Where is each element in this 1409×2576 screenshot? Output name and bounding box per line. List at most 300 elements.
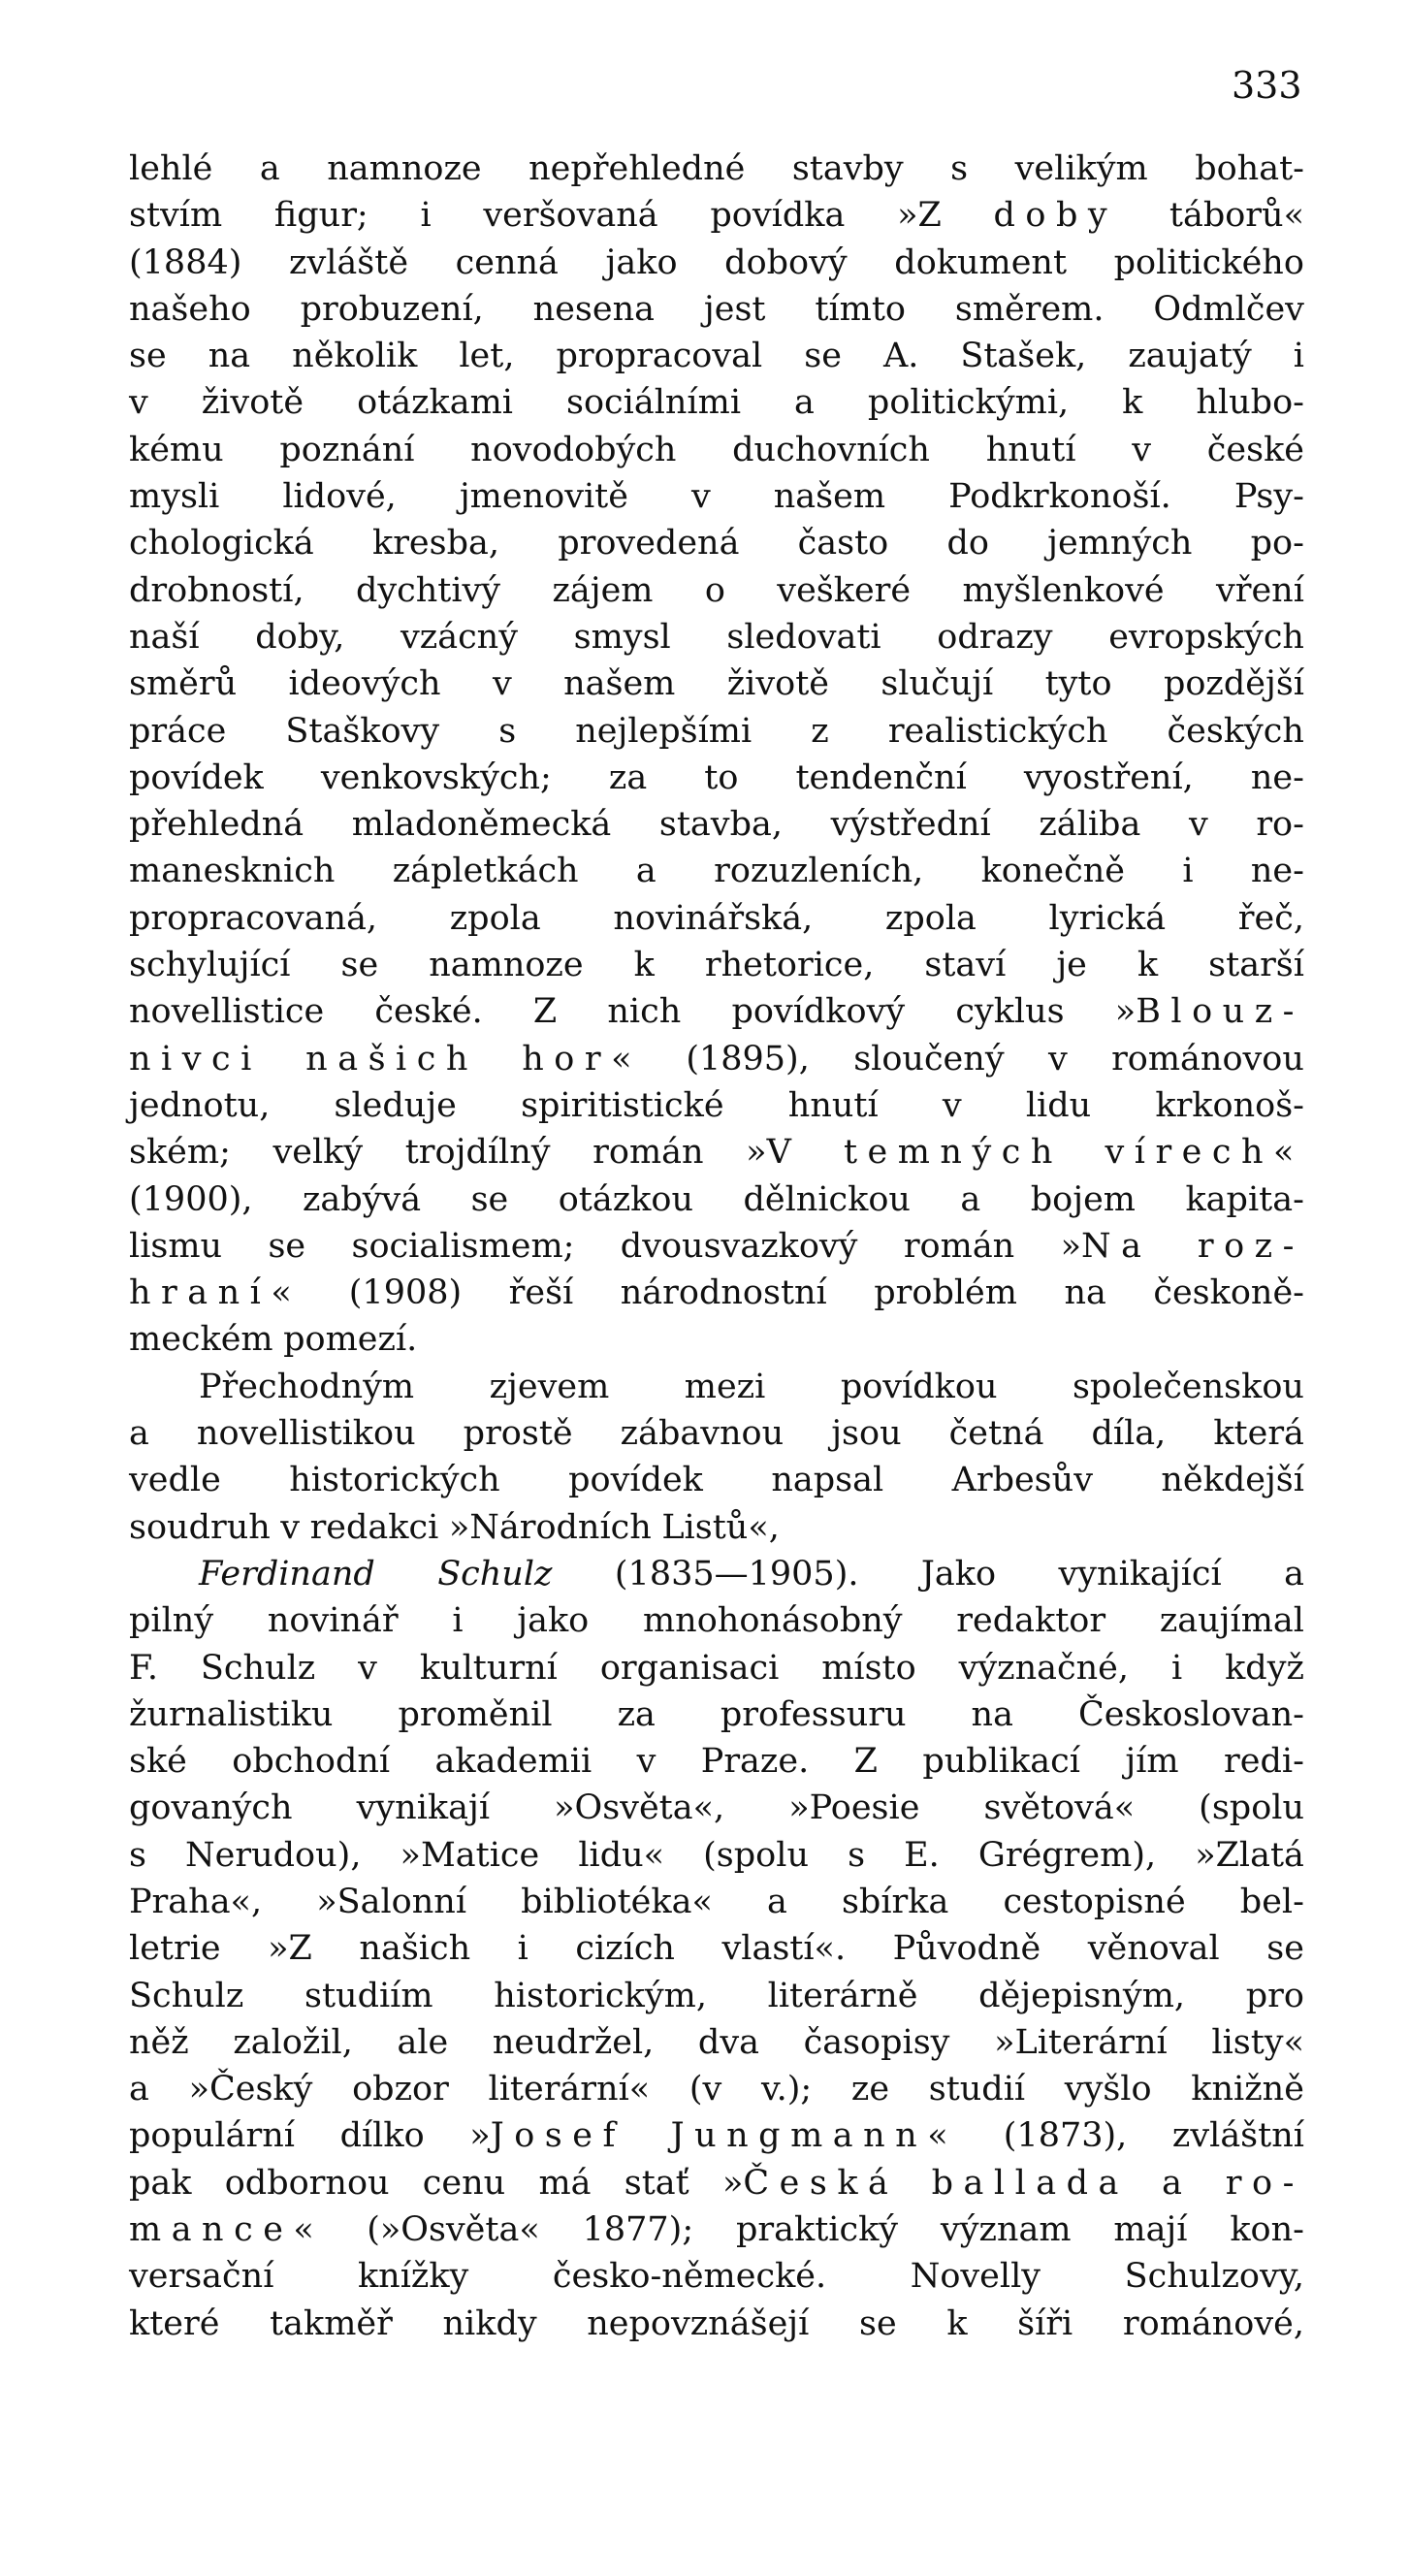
word: založil, [233,2022,353,2062]
word: novodobých [470,430,677,469]
word: problém [874,1273,1017,1313]
word: kulturní [419,1648,558,1688]
word: s [950,149,969,188]
word: Českoslovan- [1077,1694,1304,1734]
word: význačné, [958,1648,1130,1688]
word: doby, [255,617,345,657]
word: románové, [1122,2303,1304,2343]
word: bibliotéka« [521,1882,713,1921]
word: se [268,1226,306,1266]
word: nesena [532,289,655,329]
word: namnoze [327,149,482,188]
word: sloučený [853,1039,1005,1079]
word: nepřehledné [528,149,746,188]
word: krkonoš- [1155,1085,1304,1125]
word: Listů«, [661,1507,780,1547]
word: historickým, [494,1976,707,2015]
word: Z [853,1742,878,1782]
word: řeší [508,1273,574,1313]
text-line [129,1645,1304,1691]
text-line [129,520,1304,566]
word: stvím [129,196,223,236]
word: staví [924,946,1007,985]
word: román [592,1133,704,1173]
word: význam [940,2210,1072,2250]
word: »V [746,1133,802,1173]
word: zvláště [289,242,409,282]
word: lismu [129,1226,223,1266]
word: Původně [892,1929,1041,1969]
word: Ferdinand [199,1554,375,1594]
word: kresba, [371,524,499,564]
text-line [129,333,1304,379]
word: románovou [1111,1039,1304,1079]
word: mladoněmecká [351,805,612,845]
word: cestopisné [1003,1882,1186,1921]
word: a [1162,2163,1193,2203]
word: Nerudou), [185,1835,362,1875]
word: bel- [1239,1882,1304,1921]
word: našich [305,1039,478,1079]
word: »Poesie [788,1788,920,1828]
word: se [470,1179,509,1219]
word: chologická [129,524,314,564]
word: nich [607,992,682,1032]
word: povídek [129,757,264,797]
word: slučují [881,664,994,704]
word: konečně [980,852,1125,891]
word: velký [272,1133,364,1173]
word: četná [948,1414,1044,1454]
word: »Osvěta«, [554,1788,725,1828]
word: dychtivý [355,570,501,610]
text-line [129,192,1304,239]
word: poznání [279,430,415,469]
word: pozdější [1163,664,1304,704]
word: figur; [273,196,368,236]
word: sleduje [334,1085,457,1125]
text-line [129,942,1304,988]
word: »Salonní [316,1882,467,1921]
word: na [971,1694,1013,1734]
word: vyostření, [1023,757,1194,797]
word: na [208,337,251,376]
body-text [129,145,1304,2347]
word: jsou [831,1414,902,1454]
word: našich [359,1929,471,1969]
text-line [129,2301,1304,2347]
word: dějepisným, [978,1976,1186,2015]
word: Odmlčev [1153,289,1304,329]
text-line [129,1738,1304,1785]
word: v [280,1507,301,1547]
word: kon- [1230,2210,1304,2250]
word: Stašek, [960,337,1087,376]
text-line [129,1082,1304,1129]
word: ne- [1250,852,1304,891]
word: redaktor [956,1601,1106,1641]
word: (spolu [703,1835,809,1875]
word: Schulz [200,1648,316,1688]
word: »Literární [994,2022,1168,2062]
word: let, [459,337,515,376]
word: Grégrem), [977,1835,1157,1875]
word: Z [532,992,558,1032]
word: sbírka [841,1882,949,1921]
word: ale [397,2022,449,2062]
text-line [129,1785,1304,1831]
word: spiritistické [521,1085,724,1125]
text-line [129,1176,1304,1223]
word: dělnickou [743,1179,911,1219]
word: v [690,477,711,517]
word: velikým [1014,149,1148,188]
text-line [129,2160,1304,2206]
word: stavba, [658,805,783,845]
word: prostě [463,1414,573,1454]
word: zpola [884,898,977,938]
word: (1873), [1003,2116,1128,2156]
word: dokument [894,242,1068,282]
word: »Česká [721,2163,899,2203]
word: jako [517,1601,590,1641]
text-line [129,240,1304,286]
word: professuru [720,1694,907,1734]
word: které [129,2303,220,2343]
word: nikdy [442,2303,537,2343]
text-line [129,1364,1304,1410]
word: v [1188,805,1208,845]
word: je [1056,946,1087,985]
word: vynikající [1058,1554,1222,1594]
word: knižně [1191,2070,1304,2109]
word: cyklus [955,992,1065,1032]
word: ballada [931,2163,1129,2203]
word: do [946,524,989,564]
word: zabývá [302,1179,422,1219]
word: vlastí«. [721,1929,847,1969]
word: a [766,1882,787,1921]
word: jednotu, [129,1085,271,1125]
word: publikací [922,1742,1080,1782]
word: něž [129,2022,189,2062]
word: společenskou [1072,1367,1304,1406]
text-line [129,1832,1304,1879]
word: českých [1167,711,1304,751]
word: mají [1113,2210,1188,2250]
word: realistických [887,711,1108,751]
word: která [1213,1414,1304,1454]
word: mysli [129,477,220,517]
word: pomezí. [283,1320,418,1360]
word: i [1170,1648,1183,1688]
word: místo [821,1648,916,1688]
word: šíři [1017,2303,1073,2343]
word: směrů [129,664,238,704]
word: vzácný [400,617,518,657]
word: výstřední [830,805,991,845]
word: »Zlatá [1195,1835,1304,1875]
word: životě [726,664,829,704]
word: za [617,1694,656,1734]
word: smysl [573,617,671,657]
word: odbornou [224,2163,390,2203]
word: k [946,2303,968,2343]
word: světová« [983,1788,1136,1828]
word: sledovati [726,617,881,657]
word: letrie [129,1929,221,1969]
word: vynikají [356,1788,491,1828]
word: záliba [1039,805,1141,845]
word: (1895), [686,1039,810,1079]
word: v [492,664,512,704]
word: »Český [188,2070,313,2109]
word: stať [624,2163,689,2203]
word: novellistikou [196,1414,416,1454]
word: Schulzovy, [1124,2257,1304,2297]
word: věnoval [1087,1929,1220,1969]
word: (v [688,2070,722,2109]
text-line [129,1410,1304,1457]
word: lehlé [129,149,213,188]
text-line [129,2112,1304,2159]
word: manesknich [129,852,336,891]
word: propracovaná, [129,898,378,938]
word: A. [882,337,919,376]
word: roz- [1197,1226,1304,1266]
word: govaných [129,1788,293,1828]
word: studiím [304,1976,433,2015]
text-line [129,660,1304,707]
word: cizích [575,1929,675,1969]
word: Praha«, [129,1882,263,1921]
word: ro- [1256,805,1304,845]
word: Přechodným [199,1367,415,1406]
word: stavby [791,149,904,188]
word: Schulz [129,1976,244,2015]
word: (spolu [1199,1788,1304,1828]
paragraph [129,1551,1304,2347]
text-line [129,379,1304,426]
word: doby [993,196,1118,236]
word: táborů« [1169,196,1304,236]
word: schylující [129,946,291,985]
word: na [1064,1273,1106,1313]
word: »Matice [400,1835,540,1875]
word: literárně [767,1976,918,2015]
word: otázkami [357,383,513,423]
paragraph [129,145,1304,1364]
word: »Blouz- [1114,992,1304,1032]
word: myšlenkové [962,570,1165,610]
word: F. [129,1648,158,1688]
text-line [129,567,1304,614]
word: veškeré [777,570,912,610]
word: vírech« [1105,1133,1304,1173]
word: k [1122,383,1143,423]
word: lyrická [1048,898,1167,938]
word: akademii [434,1742,592,1782]
word: rhetorice, [704,946,875,985]
word: provedená [558,524,740,564]
word: lidové, [282,477,397,517]
word: zápletkách [392,852,579,891]
word: v [636,1742,656,1782]
word: starší [1208,946,1304,985]
word: jím [1125,1742,1179,1782]
word: hlubo- [1196,383,1304,423]
text-line [129,1551,1304,1597]
word: povídkou [840,1367,998,1406]
word: často [797,524,889,564]
word: jest [703,289,766,329]
word: vedle [129,1461,221,1500]
word: Jako [920,1554,997,1594]
word: to [704,757,739,797]
word: ne- [1250,757,1304,797]
word: otázkou [558,1179,693,1219]
word: v [358,1648,377,1688]
word: povídek [568,1461,703,1500]
text-line [129,1223,1304,1270]
word: i [1293,337,1304,376]
word: (1884) [129,242,242,282]
word: tyto [1044,664,1112,704]
word: naší [129,617,200,657]
word: ské [129,1742,187,1782]
text-line [129,1597,1304,1644]
word: pilný [129,1601,214,1641]
word: knížky [357,2257,469,2297]
word: k [1137,946,1159,985]
word: a [259,149,280,188]
word: v [129,383,148,423]
word: Praze. [700,1742,810,1782]
word: listy« [1211,2022,1304,2062]
word: jmenovitě [459,477,628,517]
paragraph [129,1364,1304,1551]
text-line [129,1270,1304,1316]
text-line [129,1879,1304,1925]
word: Arbesův [951,1461,1093,1500]
text-line [129,848,1304,894]
word: cenná [455,242,559,282]
word: (1900), [129,1179,253,1219]
text-line [129,895,1304,942]
word: za [608,757,648,797]
word: trojdílný [404,1133,551,1173]
word: literární« [488,2070,651,2109]
word: zaujímal [1159,1601,1304,1641]
word: populární [129,2116,295,2156]
word: se [340,946,379,985]
word: českoně- [1153,1273,1304,1313]
word: mezi [684,1367,766,1406]
word: ském; [129,1133,231,1173]
word: našem [563,664,676,704]
text-line [129,145,1304,192]
word: historických [289,1461,500,1500]
word: drobností, [129,570,304,610]
text-line [129,1691,1304,1738]
word: zaujatý [1128,337,1252,376]
word: (»Osvěta« [367,2210,540,2250]
word: jako [605,242,678,282]
word: přehledná [129,805,304,845]
word: »Josef [469,2116,625,2156]
word: Psy- [1233,477,1304,517]
word: tendenční [795,757,967,797]
word: zvláštní [1171,2116,1304,2156]
word: praktický [736,2210,899,2250]
word: lidu [1025,1085,1092,1125]
text-line [129,1129,1304,1175]
word: organisaci [599,1648,780,1688]
word: pak [129,2163,192,2203]
word: »Na [1060,1226,1152,1266]
word: s [129,1835,146,1875]
word: politického [1113,242,1304,282]
word: nejlepšími [575,711,753,751]
word: se [1266,1929,1304,1969]
text-line [129,473,1304,520]
word: veršovaná [483,196,658,236]
word: s [498,711,517,751]
word: o [704,570,725,610]
word: pro [1245,1976,1304,2015]
text-line [129,1504,1304,1551]
word: proměnil [398,1694,553,1734]
text-line [129,2019,1304,2066]
word: meckém [129,1320,273,1360]
text-line [129,2253,1304,2300]
word: povídka [710,196,846,236]
word: hor« [522,1039,642,1079]
word: propracoval [556,337,763,376]
text-line [129,755,1304,801]
word: takměř [270,2303,393,2343]
word: po- [1250,524,1304,564]
page-number: 333 [1232,64,1302,107]
word: redi- [1224,1742,1304,1782]
word: cenu [422,2163,506,2203]
word: a [129,2070,149,2109]
word: politickými, [867,383,1070,423]
word: a [1284,1554,1304,1594]
word: práce [129,711,227,751]
text-line [129,708,1304,755]
word: hnutí [787,1085,879,1125]
word: národnostní [620,1273,827,1313]
word: a [794,383,815,423]
word: neudržel, [492,2022,655,2062]
word: směrem. [954,289,1105,329]
word: novinářská, [613,898,814,938]
word: dobový [724,242,848,282]
word: díla, [1091,1414,1167,1454]
word: (1908) [348,1273,463,1313]
text-line [129,1973,1304,2019]
word: studií [928,2070,1026,2109]
word: nepovznášejí [587,2303,810,2343]
text-line [129,286,1304,333]
word: Jungmann« [670,2116,959,2156]
text-line [129,1316,1304,1363]
word: rozuzleních, [714,852,924,891]
word: soudruh [129,1507,271,1547]
word: Podkrkonoší. [948,477,1171,517]
text-line [129,2206,1304,2253]
